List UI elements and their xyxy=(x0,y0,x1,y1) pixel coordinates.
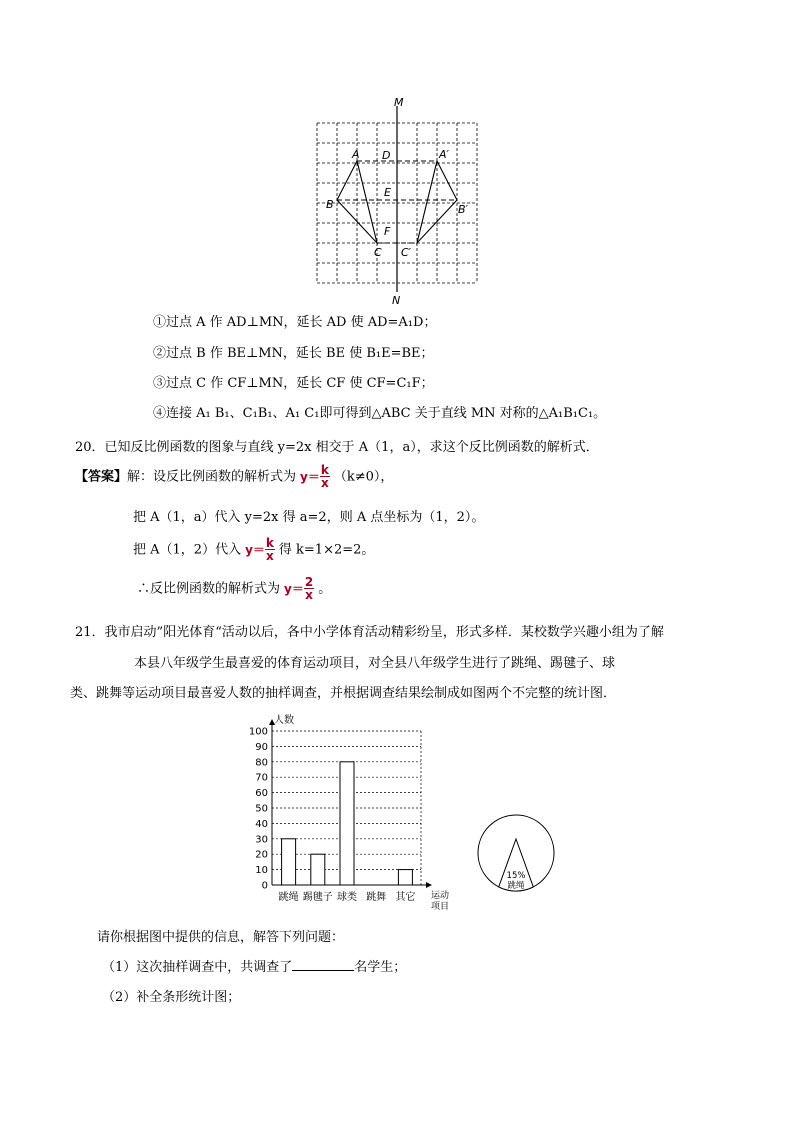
label-b1: B′ xyxy=(458,203,469,216)
label-e: E xyxy=(384,186,391,199)
fraction-k-over-x-2: y＝ $\frac{k}{x}$ xyxy=(245,536,274,563)
label-b: B xyxy=(326,198,334,211)
bar-踢毽子 xyxy=(311,854,325,885)
y-tick-label: 0 xyxy=(261,880,268,892)
q20-line1-post: （k≠0）， xyxy=(333,469,394,485)
y-tick-label: 20 xyxy=(255,849,268,861)
q21-sub1 xyxy=(102,958,406,977)
step-4: ④连接 A₁ B₁、C₁B₁、A₁ C₁即可得到△ABC 关于直线 MN 对称的△A₁B₁C₁。 xyxy=(153,406,607,421)
label-c: C xyxy=(374,246,382,259)
q20-line3-post: 得 k=1×2=2。 xyxy=(278,542,375,558)
x-axis-label-2: 项目 xyxy=(431,902,450,912)
y-tick-label: 90 xyxy=(255,741,268,753)
step-2: ②过点 B 作 BE⊥MN，延长 BE 使 B₁E=BE； xyxy=(153,346,434,361)
q20-answer-line2: 把 A（1，a）代入 y=2x 得 a=2，则 A 点坐标为（1，2）。 xyxy=(133,510,485,525)
q21-line1: 21．我市启动”阳光体育“活动以后，各中小学体育活动精彩纷呈，形式多样．某校数学兴趣小组为了解 xyxy=(75,625,664,640)
q21-line2: 本县八年级学生最喜爱的体育运动项目，对全县八年级学生进行了跳绳、踢毽子、球 xyxy=(134,656,616,671)
label-d: D xyxy=(382,149,391,162)
step-1: ①过点 A 作 AD⊥MN，延长 AD 使 AD=A₁D； xyxy=(153,315,437,330)
y-tick-label: 60 xyxy=(255,788,268,800)
y-tick-label: 100 xyxy=(248,726,268,738)
q20-line4-post: 。 xyxy=(318,581,332,597)
y-tick-label: 40 xyxy=(255,818,268,830)
fraction-k-over-x: y＝ $\frac{k}{x}$ xyxy=(300,463,329,490)
y-tick-label: 10 xyxy=(255,865,268,877)
q21-line3: 类、跳舞等运动项目最喜爱人数的抽样调查，并根据调查结果绘制成如图两个不完整的统计图． xyxy=(70,686,617,701)
q20-answer-line4 xyxy=(137,576,331,602)
pie-chart xyxy=(472,812,562,896)
y-tick-label: 30 xyxy=(255,834,268,846)
x-tick-label: 球类 xyxy=(337,892,357,903)
x-axis-arrow xyxy=(426,882,432,888)
x-axis-label: 运动 xyxy=(431,891,450,901)
q20-line1-pre: 解：设反比例函数的解析式为 xyxy=(127,469,297,485)
q20-line4-pre: ∴反比例函数的解析式为 xyxy=(137,581,281,597)
x-tick-label: 跳舞 xyxy=(366,892,387,903)
label-c1: C′ xyxy=(401,246,412,259)
q21-sub1-post: 名学生； xyxy=(354,960,407,975)
q21-prompt: 请你根据图中提供的信息，解答下列问题： xyxy=(97,930,345,945)
y-axis-label: 人数 xyxy=(274,715,294,726)
y-tick-label: 80 xyxy=(255,757,268,769)
q21-sub1-pre: （1）这次抽样调查中，共调查了 xyxy=(102,960,293,975)
reflection-figure xyxy=(300,92,490,308)
y-tick-label: 50 xyxy=(255,803,268,815)
x-tick-label: 跳绳 xyxy=(278,892,299,903)
label-n: N xyxy=(392,294,401,307)
pie-slice-label: 跳绳 xyxy=(507,881,525,891)
label-a1: A′ xyxy=(439,148,450,161)
label-f: F xyxy=(384,225,391,238)
y-tick-label: 70 xyxy=(255,772,268,784)
q20-answer-line3 xyxy=(133,537,374,563)
q20-answer-line1 xyxy=(75,464,393,490)
answer-tag: 【答案】 xyxy=(75,469,128,485)
pie-slice-percent: 15% xyxy=(506,871,526,881)
label-m: M xyxy=(394,96,404,109)
fraction-2-over-x: y＝ $\frac{2}{x}$ xyxy=(284,575,314,602)
q20-question: 20．已知反比例函数的图象与直线 y=2x 相交于 A（1，a），求这个反比例函数的解析式． xyxy=(75,440,599,455)
bar-跳绳 xyxy=(282,839,296,885)
x-tick-label: 踢毽子 xyxy=(302,892,333,903)
bar-其它 xyxy=(398,870,412,885)
step-3: ③过点 C 作 CF⊥MN，延长 CF 使 CF=C₁F； xyxy=(153,376,434,391)
q20-line3-pre: 把 A（1，2）代入 xyxy=(133,542,242,558)
bar-球类 xyxy=(340,762,354,885)
bar-chart xyxy=(236,712,468,916)
answer-blank[interactable] xyxy=(292,958,354,971)
label-a: A xyxy=(352,148,360,161)
x-tick-label: 其它 xyxy=(395,892,416,903)
q21-sub2: （2）补全条形统计图； xyxy=(102,990,241,1005)
